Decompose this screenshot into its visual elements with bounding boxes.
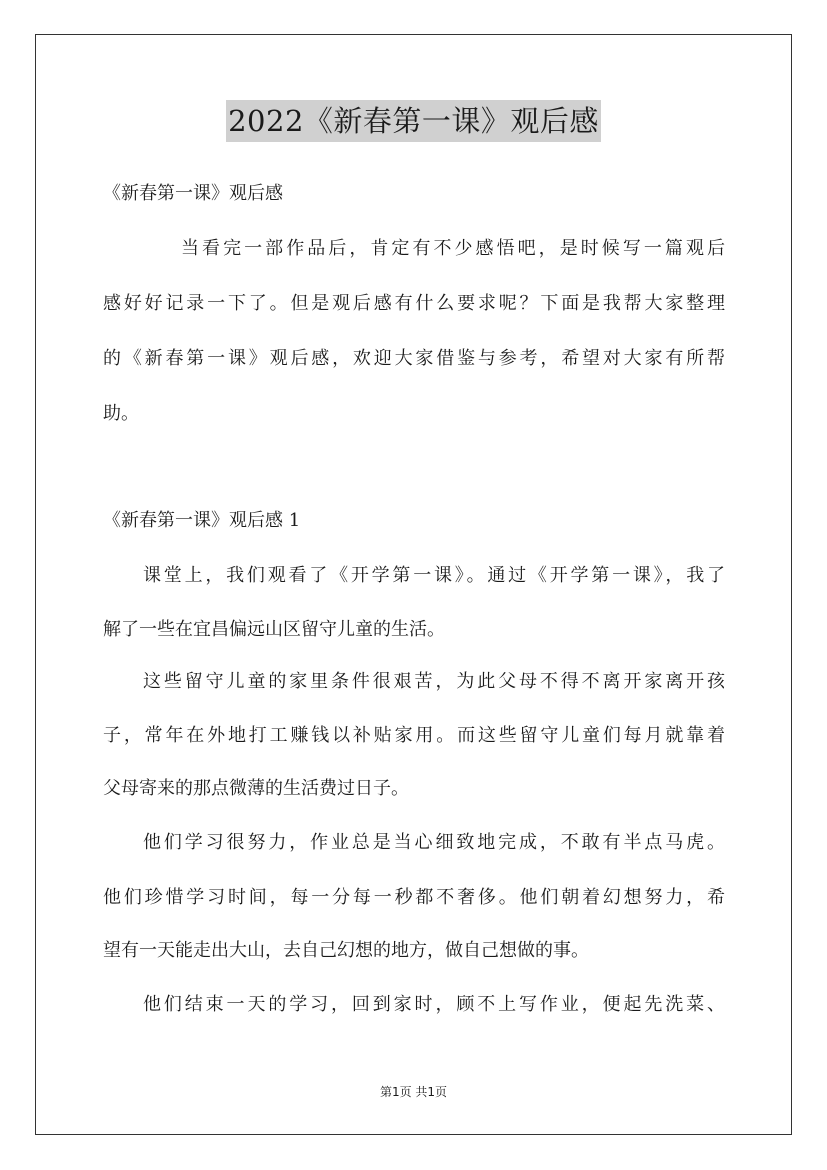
s1-p2-line-1: 这些留守儿童的家里条件很艰苦，为此父母不得不离开家离开孩 xyxy=(143,671,725,692)
s1-p3-line-3: 望有一天能走出大山，去自己幻想的地方，做自己想做的事。 xyxy=(103,940,589,961)
s1-p3-line-1: 他们学习很努力，作业总是当心细致地完成，不敢有半点马虎。 xyxy=(143,832,725,853)
document-title-text: 2022《新春第一课》观后感 xyxy=(226,100,601,142)
s1-p4-line-1: 他们结束一天的学习，回到家时，顾不上写作业，便起先洗菜、 xyxy=(143,994,725,1015)
s1-p2-line-3: 父母寄来的那点微薄的生活费过日子。 xyxy=(103,778,409,799)
s1-p1-line-2: 解了一些在宜昌偏远山区留守儿童的生活。 xyxy=(103,619,445,640)
s1-p2-line-2: 子，常年在外地打工赚钱以补贴家用。而这些留守儿童们每月就靠着 xyxy=(103,725,725,746)
intro-heading: 《新春第一课》观后感 xyxy=(103,183,283,204)
intro-line-4: 助。 xyxy=(103,403,139,424)
intro-line-2: 感好好记录一下了。但是观后感有什么要求呢？下面是我帮大家整理 xyxy=(103,293,725,314)
page-footer: 第1页 共1页 xyxy=(379,1085,448,1099)
s1-p1-line-1: 课堂上，我们观看了《开学第一课》。通过《开学第一课》，我了 xyxy=(143,565,725,586)
s1-p3-line-2: 他们珍惜学习时间，每一分每一秒都不奢侈。他们朝着幻想努力，希 xyxy=(103,887,725,908)
intro-line-3: 的《新春第一课》观后感，欢迎大家借鉴与参考，希望对大家有所帮 xyxy=(103,348,725,369)
intro-line-1: 当看完一部作品后，肯定有不少感悟吧，是时候写一篇观后 xyxy=(181,238,725,259)
document-title xyxy=(0,100,827,142)
section-1-heading: 《新春第一课》观后感 1 xyxy=(103,510,301,531)
